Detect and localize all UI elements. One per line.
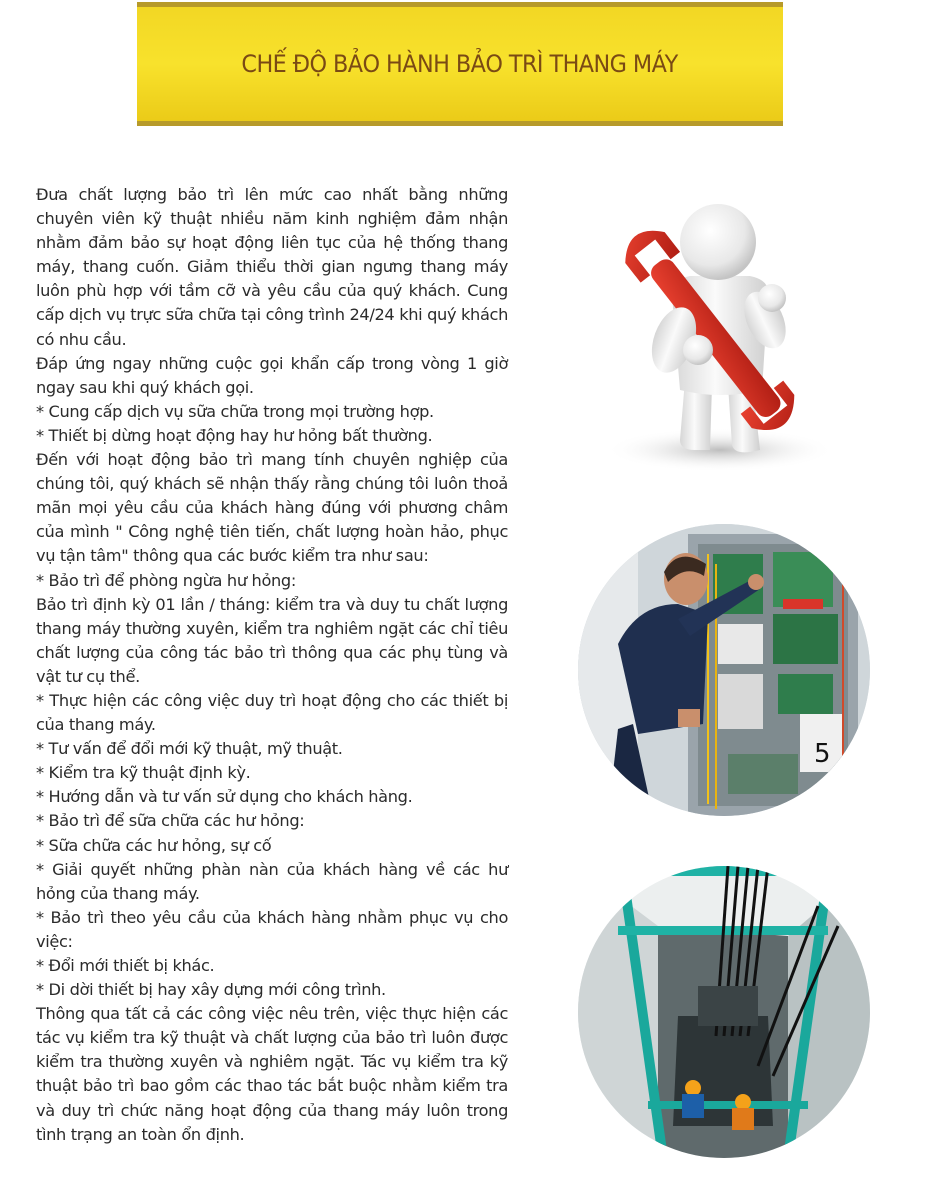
paragraph-professional: Đến với hoạt động bảo trì mang tính chuyên nghiệp của chúng tôi, quý khách sẽ nhận thấy rằng chúng tôi luôn thoả mãn mọi yêu cầu của khách hàng đúng với phương châm của mình " Công nghệ tiên tiến, chất lượng hoàn hảo, phục vụ tận tâm" thông qua các bước kiểm tra như sau: [36, 450, 508, 566]
wrench-figure-image [600, 200, 850, 472]
paragraph-emergency: Đáp ứng ngay những cuộc gọi khẩn cấp trong vòng 1 giờ ngay sau khi quý khách gọi. [36, 353, 508, 397]
page-title: CHẾ ĐỘ BẢO HÀNH BẢO TRÌ THANG MÁY [241, 50, 679, 78]
paragraph-intro: Đưa chất lượng bảo trì lên mức cao nhất bằng những chuyên viên kỹ thuật nhiều năm kinh nghiệm đảm nhận nhằm đảm bảo sự hoạt động liên tục của hệ thống thang máy, thang cuốn. Giảm thiểu thời gian ngưng thang máy luôn phù hợp với tầm cỡ và yêu cầu của quý khách. Cung cấp dịch vụ trực sữa chữa tại công trình 24/24 khi quý khách có nhu cầu. [36, 185, 508, 349]
paragraph-conclusion: Thông qua tất cả các công việc nêu trên, việc thực hiện các tác vụ kiểm tra kỹ thuật và chất lượng của bảo trì luôn được kiểm tra thường xuyên và nghiêm ngặt. Tác vụ kiểm tra kỹ thuật bảo trì bao gồm các thao tác bắt buộc nhằm kiểm tra và duy trì chức năng hoạt động của thang máy luôn trong tình trạng an toàn ổn định. [36, 1004, 508, 1144]
list-item: * Kiểm tra kỹ thuật định kỳ. [36, 763, 251, 783]
list-item: * Hướng dẫn và tư vấn sử dụng cho khách hàng. [36, 787, 413, 807]
panel-number: 5 [814, 739, 831, 769]
elevator-shaft-photo [578, 866, 870, 1158]
paragraph-periodic: Bảo trì định kỳ 01 lần / tháng: kiểm tra và duy tu chất lượng thang máy thường xuyên, kiểm tra nghiêm ngặt các chỉ tiêu chất lượng của công tác bảo trì thông qua các phụ tùng và vật tư cụ thể. [36, 594, 508, 686]
list-item: * Bảo trì để phòng ngừa hư hỏng: [36, 570, 296, 590]
list-item: * Thực hiện các công việc duy trì hoạt động cho các thiết bị của thang máy. [36, 690, 508, 735]
title-banner [137, 2, 783, 126]
list-item: * Giải quyết những phàn nàn của khách hàng về các hư hỏng của thang máy. [36, 859, 508, 903]
technician-photo [578, 524, 870, 816]
list-item: * Cung cấp dịch vụ sữa chữa trong mọi trường hợp. [36, 401, 434, 421]
list-item: * Tư vấn để đổi mới kỹ thuật, mỹ thuật. [36, 739, 343, 759]
list-item: * Bảo trì để sữa chữa các hư hỏng: [36, 811, 305, 831]
list-item: * Bảo trì theo yêu cầu của khách hàng nhằm phục vụ cho việc: [36, 907, 508, 951]
body-text [36, 183, 508, 1147]
list-item: * Sữa chữa các hư hỏng, sự cố [36, 835, 272, 855]
list-item: * Đổi mới thiết bị khác. [36, 956, 215, 975]
list-item: * Thiết bị dừng hoạt động hay hư hỏng bất thường. [36, 425, 433, 445]
list-item: * Di dời thiết bị hay xây dựng mới công trình. [36, 980, 386, 1000]
